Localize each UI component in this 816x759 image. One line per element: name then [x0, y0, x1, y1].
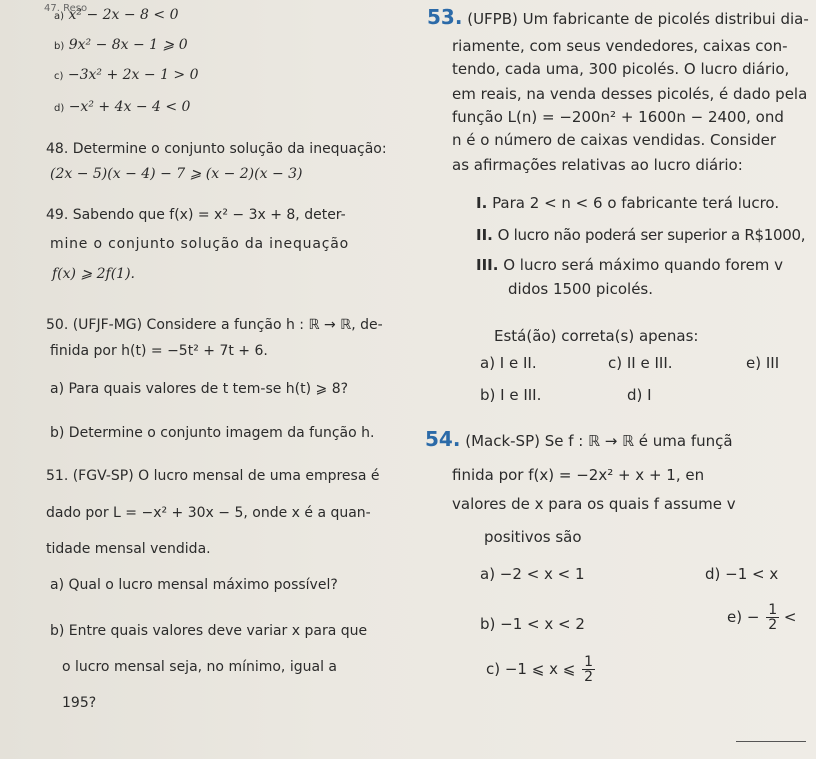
q51-b2: o lucro mensal seja, no mínimo, igual a — [62, 659, 337, 675]
bottom-rule-divider — [736, 741, 806, 742]
q53-item-num: I. — [476, 194, 488, 212]
q47-item-letter: a) — [54, 11, 65, 22]
q51-line1: 51. (FGV-SP) O lucro mensal de uma empresa é — [46, 468, 380, 484]
q53-item-text: Para 2 < n < 6 o fabricante terá lucro. — [492, 194, 780, 212]
q53-text: (UFPB) Um fabricante de picolés distribui dia- — [467, 10, 809, 28]
q53-line2: riamente, com seus vendedores, caixas con- — [452, 37, 788, 55]
q54-line1 — [425, 427, 733, 451]
q53-item-text: O lucro não poderá ser superior a R$1000, — [497, 226, 806, 244]
q54-option-c — [486, 655, 595, 684]
q53-item-3-cont: didos 1500 picolés. — [508, 280, 654, 298]
q47-item-b — [54, 36, 188, 56]
q53-item-num: III. — [476, 256, 499, 274]
q54-option-e — [727, 603, 796, 632]
q54-option-e-suffix: < — [783, 608, 797, 626]
q54-line3: valores de x para os quais f assume v — [452, 495, 736, 513]
q53-item-1 — [476, 194, 779, 212]
fraction-denominator: 2 — [768, 617, 778, 633]
q47-item-expr: −3x² + 2x − 1 > 0 — [67, 67, 199, 83]
q50-line2: finida por h(t) = −5t² + 7t + 6. — [50, 343, 268, 359]
q53-line3: tendo, cada uma, 300 picolés. O lucro diário, — [452, 60, 790, 78]
q53-line4: em reais, na venda desses picolés, é dado pela — [452, 85, 808, 103]
q47-item-expr: 9x² − 8x − 1 ⩾ 0 — [68, 37, 188, 53]
q53-line6: n é o número de caixas vendidas. Consider — [452, 131, 777, 149]
q47-item-letter: d) — [54, 103, 65, 114]
q53-item-num: II. — [476, 226, 493, 244]
q53-option-a: a) I e II. — [480, 354, 537, 372]
q50-b: b) Determine o conjunto imagem da função h. — [50, 425, 375, 441]
q47-item-c — [54, 66, 199, 86]
q47-item-expr: x² − 2x − 8 < 0 — [68, 7, 179, 23]
q54-number: 54. — [425, 427, 461, 451]
q51-b3: 195? — [62, 695, 97, 711]
q53-option-b: b) I e III. — [480, 386, 542, 404]
q51-a: a) Qual o lucro mensal máximo possível? — [50, 577, 338, 593]
one-half-fraction — [582, 655, 595, 684]
fraction-numerator: 1 — [584, 654, 593, 670]
q47-item-letter: b) — [54, 41, 65, 52]
q53-item-text: O lucro será máximo quando forem v — [503, 256, 784, 274]
q48-line2: (2x − 5)(x − 4) − 7 ⩾ (x − 2)(x − 3) — [50, 166, 303, 182]
q49-line3: f(x) ⩾ 2f(1). — [52, 266, 136, 282]
q47-item-a — [54, 6, 179, 26]
q54-line4: positivos são — [484, 528, 582, 546]
q54-option-c-prefix: c) −1 ⩽ x ⩽ — [486, 660, 576, 678]
q54-line2: finida por f(x) = −2x² + x + 1, en — [452, 466, 705, 484]
fraction-numerator: 1 — [768, 602, 778, 618]
q53-option-e: e) III — [746, 354, 780, 372]
fraction-denominator: 2 — [584, 669, 593, 685]
q53-number: 53. — [427, 5, 463, 29]
q54-option-b: b) −1 < x < 2 — [480, 615, 585, 633]
q53-prompt: Está(ão) correta(s) apenas: — [494, 327, 699, 345]
q53-line5: função L(n) = −200n² + 1600n − 2400, ond — [452, 108, 784, 126]
q53-line1 — [427, 5, 809, 29]
q54-option-a: a) −2 < x < 1 — [480, 565, 585, 583]
q53-option-d: d) I — [627, 386, 652, 404]
q53-option-c: c) II e III. — [608, 354, 673, 372]
one-half-fraction — [766, 603, 779, 632]
q50-line1: 50. (UFJF-MG) Considere a função h : ℝ → ℝ, de- — [46, 317, 383, 333]
q53-item-3 — [476, 256, 783, 274]
q51-line2: dado por L = −x² + 30x − 5, onde x é a quan- — [46, 505, 371, 521]
q49-line2: mine o conjunto solução da inequação — [50, 236, 349, 252]
q53-line7: as afirmações relativas ao lucro diário: — [452, 156, 743, 174]
q48-line1: 48. Determine o conjunto solução da inequação: — [46, 141, 387, 157]
q47-item-letter: c) — [54, 71, 64, 82]
q47-header: 47. Reso — [44, 3, 88, 14]
q53-item-2 — [476, 226, 805, 244]
q47-item-d — [54, 98, 190, 118]
q51-line3: tidade mensal vendida. — [46, 541, 211, 557]
q54-text: (Mack-SP) Se f : ℝ → ℝ é uma funçã — [465, 432, 733, 450]
q54-option-e-prefix: e) − — [727, 608, 760, 626]
q50-a: a) Para quais valores de t tem-se h(t) ⩾ 8? — [50, 381, 349, 397]
q49-line1: 49. Sabendo que f(x) = x² − 3x + 8, deter- — [46, 207, 346, 223]
q54-option-d: d) −1 < x — [705, 565, 779, 583]
q47-item-expr: −x² + 4x − 4 < 0 — [68, 99, 191, 115]
q51-b1: b) Entre quais valores deve variar x para que — [50, 623, 368, 639]
